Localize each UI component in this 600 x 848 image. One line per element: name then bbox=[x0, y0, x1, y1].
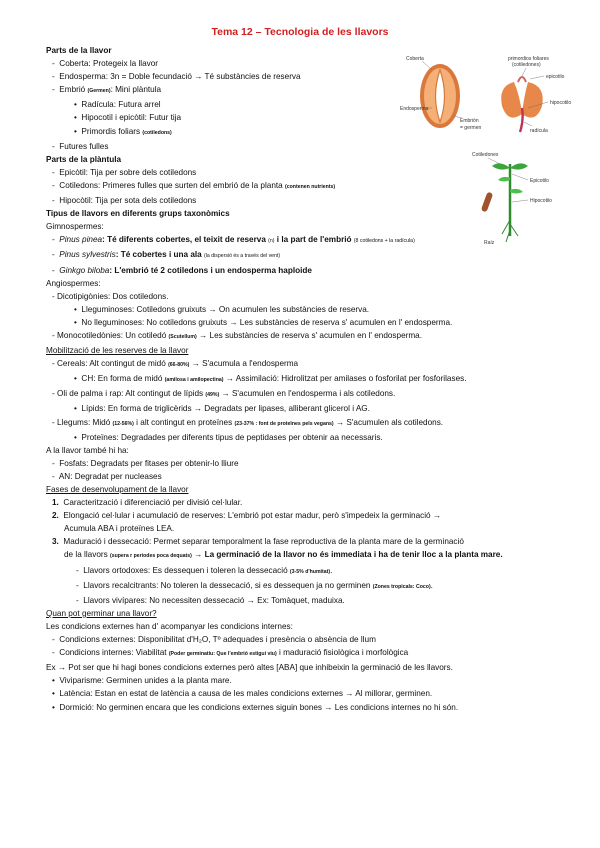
list-item: • Lleguminoses: Cotiledons gruixuts → On acumulen les substàncies de reserva. bbox=[74, 304, 370, 314]
heading-germinar: Quan pot germinar una llavor? bbox=[46, 608, 157, 618]
list-item: - Coberta: Protegeix la llavor bbox=[52, 59, 159, 69]
fig1-label-endosperma: Endosperma bbox=[400, 106, 429, 112]
list-item: • Latència: Estan en estat de latència a causa de les males condicions externes → Al millorar, germinen. bbox=[52, 689, 433, 699]
list-item-continuation: Acumula ABA i proteïnes LEA. bbox=[64, 524, 175, 534]
list-item: - AN: Degradat per nucleases bbox=[52, 471, 162, 481]
list-item: 2. Elongació cel·lular i acumulació de reserves: L'embrió pot estar madur, però s'impedeix la germinació → bbox=[52, 511, 442, 521]
list-item: - Fosfats: Degradats per fitases per obtenir-lo lliure bbox=[52, 458, 239, 468]
list-item: • Proteïnes: Degradades per diferents tipus de peptidases per obtenir aa necessaris. bbox=[74, 432, 383, 442]
list-item: - Embrió (Germen): Mini plàntula bbox=[52, 85, 162, 95]
list-item: • Radícula: Futura arrel bbox=[74, 100, 161, 110]
list-item: • Lípids: En forma de triglicèrids → Degradats per lipases, alliberant glicerol i AG. bbox=[74, 404, 370, 414]
fig2-label-epicotilo: Epicotilo bbox=[530, 178, 549, 184]
fig2-label-raiz: Raíz bbox=[484, 240, 495, 246]
list-item: - Pinus sylvestris: Té cobertes i una ala (la dispersió és a través del vent) bbox=[52, 250, 281, 260]
heading-parts-plantula: Parts de la plàntula bbox=[46, 154, 122, 164]
paragraph: A la llavor també hi ha: bbox=[46, 445, 129, 455]
list-item: - Dicotipigònies: Dos cotiledons. bbox=[52, 291, 169, 301]
fig2-label-hipocotilo: Hipocotilo bbox=[530, 198, 552, 204]
heading-parts-llavor: Parts de la llavor bbox=[46, 46, 112, 55]
list-item: - Epicòtil: Tija per sobre dels cotiledons bbox=[52, 167, 197, 177]
paragraph: Ex → Pot ser que hi hagi bones condicions externes però altes [ABA] que inhibeixin la germinació de les llavors. bbox=[46, 663, 453, 673]
fig1-label-hipocotilo: hipocotilo bbox=[550, 100, 572, 106]
list-item-continuation: de la llavors (supera r periodes poca dequats) → La germinació de la llavor no és immediata i ha de tenir lloc a la planta mare. bbox=[64, 550, 503, 560]
list-item: 3. Maduració i dessecació: Permet separar temporalment la fase reproductiva de la planta mare de la germinació bbox=[52, 537, 464, 547]
fig1-label-embrio: Embrión bbox=[460, 118, 479, 124]
page-title: Tema 12 – Tecnologia de les llavors bbox=[211, 26, 389, 38]
fig1-label-coberta: Coberta bbox=[406, 56, 424, 62]
list-item: • Primordis foliars (cotiledons) bbox=[74, 126, 172, 136]
list-item: - Ginkgo biloba: L'embrió té 2 cotiledons i un endosperma haploide bbox=[52, 265, 312, 275]
list-item: - Oli de palma i rap: Alt contingut de lípids (49%) → S'acumulen en l'endosperma i als cotiledons. bbox=[52, 389, 396, 399]
fig2-label-cotiledones: Cotiledones bbox=[472, 152, 499, 158]
list-item: • Viviparisme: Germinen unides a la planta mare. bbox=[52, 676, 232, 686]
list-item: - Cotiledons: Primeres fulles que surten del embrió de la planta (contenen nutrients) bbox=[52, 180, 336, 190]
list-item: • CH: En forma de midó (amilosa i amilopectina) → Assimilació: Hidrolitzat per amilases o fosforilat per fosforilases. bbox=[74, 374, 467, 384]
fig1-label-radicula: radícula bbox=[530, 128, 548, 134]
document-body bbox=[46, 44, 566, 714]
fig1-label-epicotilo: epicotilo bbox=[546, 74, 565, 80]
list-item: • Dormició: No germinen encara que les condicions externes siguin bones → Les condicions internes no hi són. bbox=[52, 702, 459, 712]
heading-tipus: Tipus de llavors en diferents grups taxonòmics bbox=[46, 209, 230, 219]
list-item: - Llegums: Midó (12-56%) i alt contingut en proteïnes (23-37% : font de proteïnes pels vegans) → S'acumulen als cotiledons. bbox=[52, 417, 444, 427]
fig1-label-primordios1: primordios foliares bbox=[508, 56, 549, 62]
list-item: - Llavors vivípares: No necessiten dessecació → Ex: Tomàquet, maduixa. bbox=[76, 595, 345, 605]
list-item: - Futures fulles bbox=[52, 141, 109, 151]
heading-mobilitzacio: Mobilització de les reserves de la llavor bbox=[46, 346, 189, 356]
list-item: - Condicions externes: Disponibilitat d'H₂O, Tº adequades i presència o absència de llum bbox=[52, 635, 376, 645]
subheading-gimnospermes: Gimnospermes: bbox=[46, 222, 104, 232]
fig1-label-primordios2: (cotiledones) bbox=[512, 62, 541, 68]
list-item: - Llavors ortodoxes: Es dessequen i toleren la dessecació (3-5% d'humitat). bbox=[76, 565, 333, 575]
list-item: - Llavors recalcitrants: No toleren la dessecació, si es dessequen ja no germinen (Zones tropicals: Coco). bbox=[76, 580, 433, 590]
list-item: - Pinus pinea: Té diferents cobertes, el teixit de reserva (n) i la part de l'embrió (8 cotiledons + la radícula) bbox=[52, 235, 415, 245]
heading-fases: Fases de desenvolupament de la llavor bbox=[46, 485, 189, 494]
list-item: • No lleguminoses: No cotiledons gruixuts → Les substàncies de reserva s' acumulen en l' endosperma. bbox=[74, 317, 453, 327]
list-item: - Endosperma: 3n = Doble fecundació → Té substàncies de reserva bbox=[52, 72, 301, 82]
list-item: - Monocotiledònies: Un cotiledó (Scutellum) → Les substàncies de reserva s' acumulen en l' endosperma. bbox=[52, 330, 422, 340]
list-item: - Cereals: Alt contingut de midó (66-80%) → S'acumula a l'endosperma bbox=[52, 359, 299, 369]
list-item: - Hipocòtil: Tija per sota dels cotiledons bbox=[52, 196, 197, 206]
paragraph: Les condicions externes han d' acompanyar les condicions internes: bbox=[46, 621, 293, 631]
subheading-angiospermes: Angiospermes: bbox=[46, 278, 101, 288]
list-item: - Condicions internes: Viabilitat (Poder germinatiu: Que l'embrió estigui viu) i maduració fisiològica i morfològica bbox=[52, 648, 409, 658]
list-item: • Hipocotil i epicòtil: Futur tija bbox=[74, 113, 182, 123]
list-item: 1. Caracterització i diferenciació per divisió cel·lular. bbox=[52, 498, 243, 508]
fig1-label-germen: = germen bbox=[460, 125, 482, 131]
